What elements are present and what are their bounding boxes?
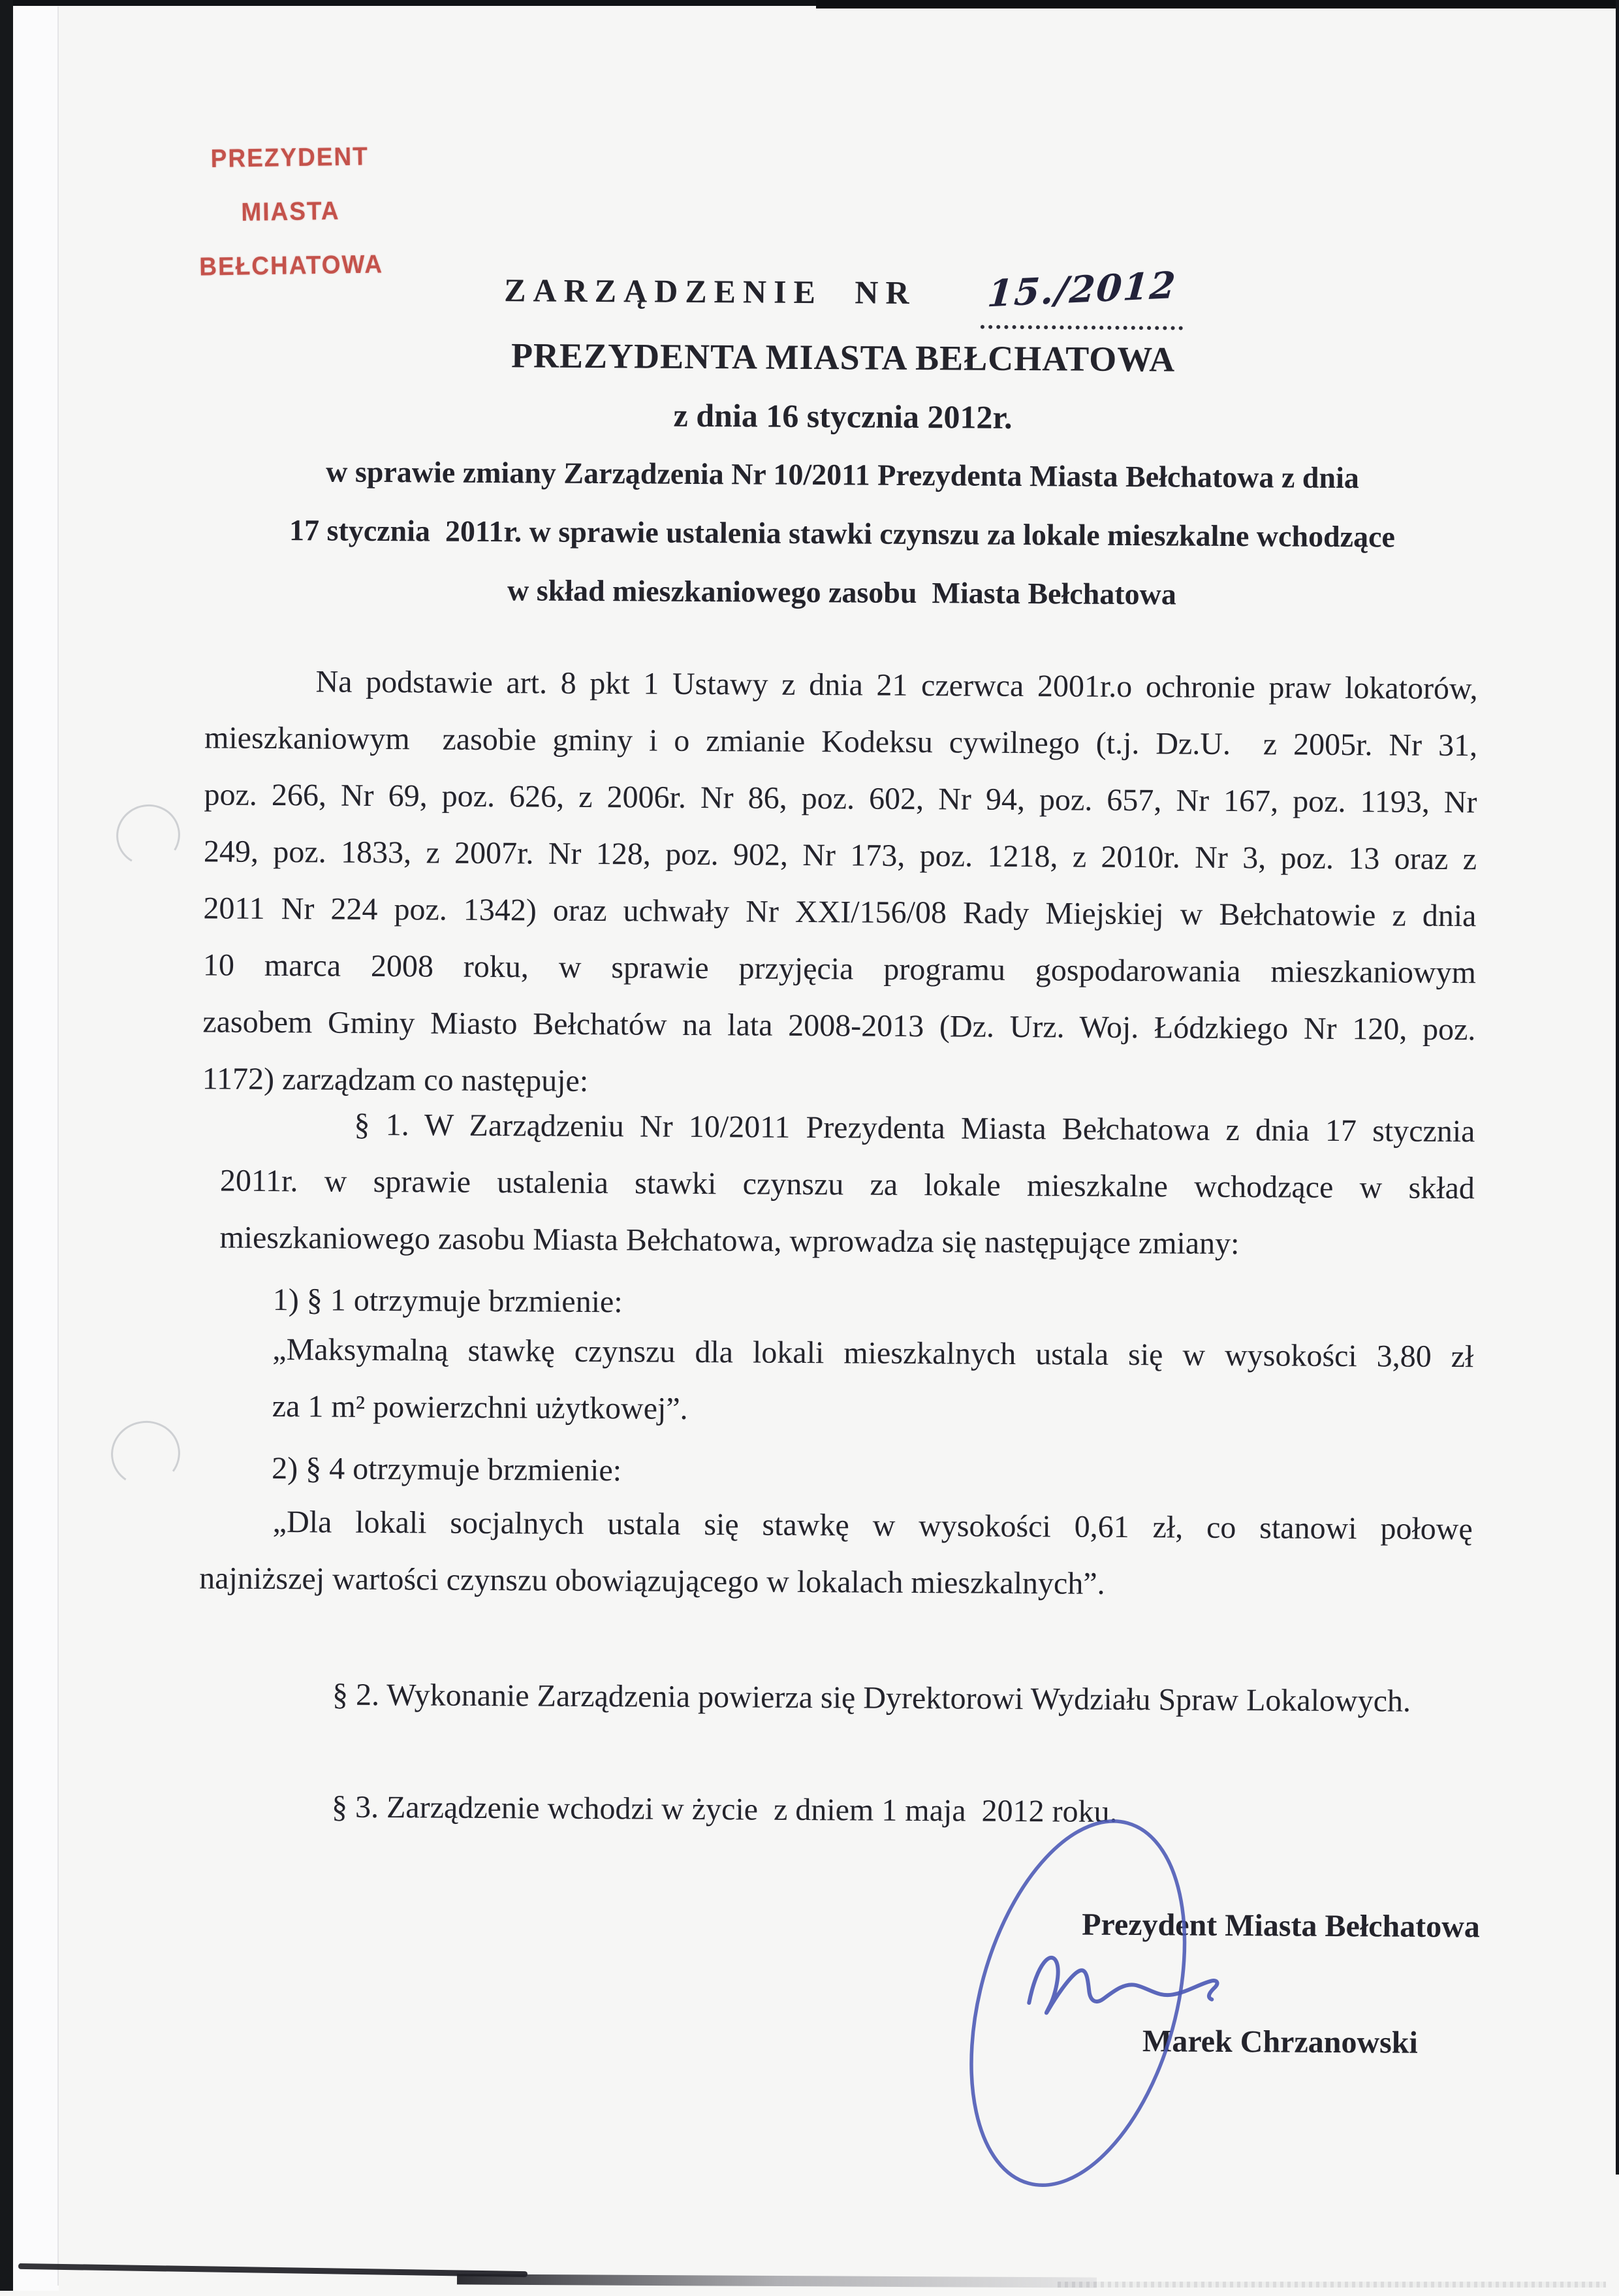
scan-edge-top-right [816, 0, 1619, 8]
title-block [172, 257, 1513, 626]
text-line: 10 marca 2008 roku, w sprawie przyjęcia programu gospodarowania mieszkaniowym [202, 948, 1477, 991]
issuer-line: PREZYDENTA MIASTA BEŁCHATOWA [511, 336, 1176, 379]
page-fold-line [57, 7, 59, 2286]
text-line: 1172) zarządzam co następuje: [202, 1061, 589, 1098]
quote-max-rent [272, 1321, 1474, 1442]
text-line: Na podstawie art. 8 pkt 1 Ustawy z dnia 21 czerwca 2001r.o ochronie praw lokatorów, [315, 664, 1478, 707]
legal-basis-paragraph [202, 652, 1478, 1115]
section-2-line: § 2. Wykonanie Zarządzenia powierza się Dyrektorowi Wydziału Spraw Lokalowych. [332, 1677, 1411, 1719]
text-line: mieszkaniowego zasobu Miasta Bełchatowa, wprowadza się następujące zmiany: [219, 1220, 1240, 1262]
text-line: 17 stycznia 2011r. w sprawie ustalenia stawki czynszu za lokale mieszkalne wchodzące [289, 513, 1396, 554]
text-line: zasobem Gminy Miasto Bełchatów na lata 2008-2013 (Dz. Urz. Woj. Łódzkiego Nr 120, poz. [202, 1004, 1476, 1047]
section-1-paragraph [219, 1096, 1475, 1274]
text-line: najniższej wartości czynszu obowiązującego w lokalach mieszkalnych”. [199, 1561, 1105, 1601]
page-left-margin [13, 7, 59, 2291]
signature-block [1059, 1892, 1503, 2060]
quote-social-rent [199, 1493, 1473, 1614]
text-line: za 1 m² powierzchni użytkowej”. [272, 1389, 688, 1426]
signature-name: Marek Chrzanowski [1142, 2024, 1418, 2060]
signature-title: Prezydent Miasta Bełchatowa [1082, 1907, 1480, 1945]
text-line: poz. 266, Nr 69, poz. 626, z 2006r. Nr 86, poz. 602, Nr 94, poz. 657, Nr 167, poz. 1193, Nr [204, 777, 1477, 820]
stamp-line-2: BEŁCHATOWA [199, 249, 384, 281]
text-line: § 1. W Zarządzeniu Nr 10/2011 Prezydenta Miasta Bełchatowa z dnia 17 stycznia [354, 1107, 1475, 1149]
text-line: mieszkaniowym zasobie gminy i o zmianie Kodeksu cywilnego (t.j. Dz.U. z 2005r. Nr 31, [204, 720, 1478, 763]
text-line: 249, poz. 1833, z 2007r. Nr 128, poz. 902, Nr 173, poz. 1218, z 2010r. Nr 3, poz. 13 oraz z [203, 834, 1477, 877]
scan-edge-right [1616, 0, 1619, 2175]
scan-bottom-shadow [1058, 2282, 1606, 2288]
ordinance-heading [174, 257, 1513, 332]
amendment-item-2: 2) § 4 otrzymuje brzmienie: [272, 1451, 622, 1488]
amendment-item-1: 1) § 1 otrzymuje brzmienie: [272, 1283, 623, 1320]
text-line: 2011r. w sprawie ustalenia stawki czynszu za lokale mieszkalne wchodzące w skład [219, 1163, 1475, 1206]
section-3-line: § 3. Zarządzenie wchodzi w życie z dniem 1 maja 2012 roku. [331, 1789, 1118, 1829]
text-line: „Maksymalną stawkę czynszu dla lokali mieszkalnych ustala się w wysokości 3,80 zł [272, 1332, 1474, 1375]
ordinance-number-handwritten: 15./2012 [986, 263, 1179, 316]
text-line: 2011 Nr 224 poz. 1342) oraz uchwały Nr XXI/156/08 Rady Miejskiej w Bełchatowie z dnia [203, 891, 1477, 934]
subject-lines [172, 441, 1512, 626]
text-line: w skład mieszkaniowego zasobu Miasta Bełchatowa [507, 573, 1177, 611]
text-line: w sprawie zmiany Zarządzenia Nr 10/2011 Prezydenta Miasta Bełchatowa z dnia [326, 454, 1359, 495]
text-line: „Dla lokali socjalnych ustala się stawkę w wysokości 0,61 zł, co stanowi połowę [272, 1505, 1473, 1547]
ordinance-number-dotted-line [981, 263, 1183, 330]
scan-edge-left [0, 0, 13, 2291]
stamp-line-1: PREZYDENT MIASTA [210, 142, 369, 227]
signature-pen-loop [939, 1810, 1197, 2209]
date-line: z dnia 16 stycznia 2012r. [673, 396, 1013, 436]
ordinance-label: ZARZĄDZENIE NR [503, 272, 917, 311]
